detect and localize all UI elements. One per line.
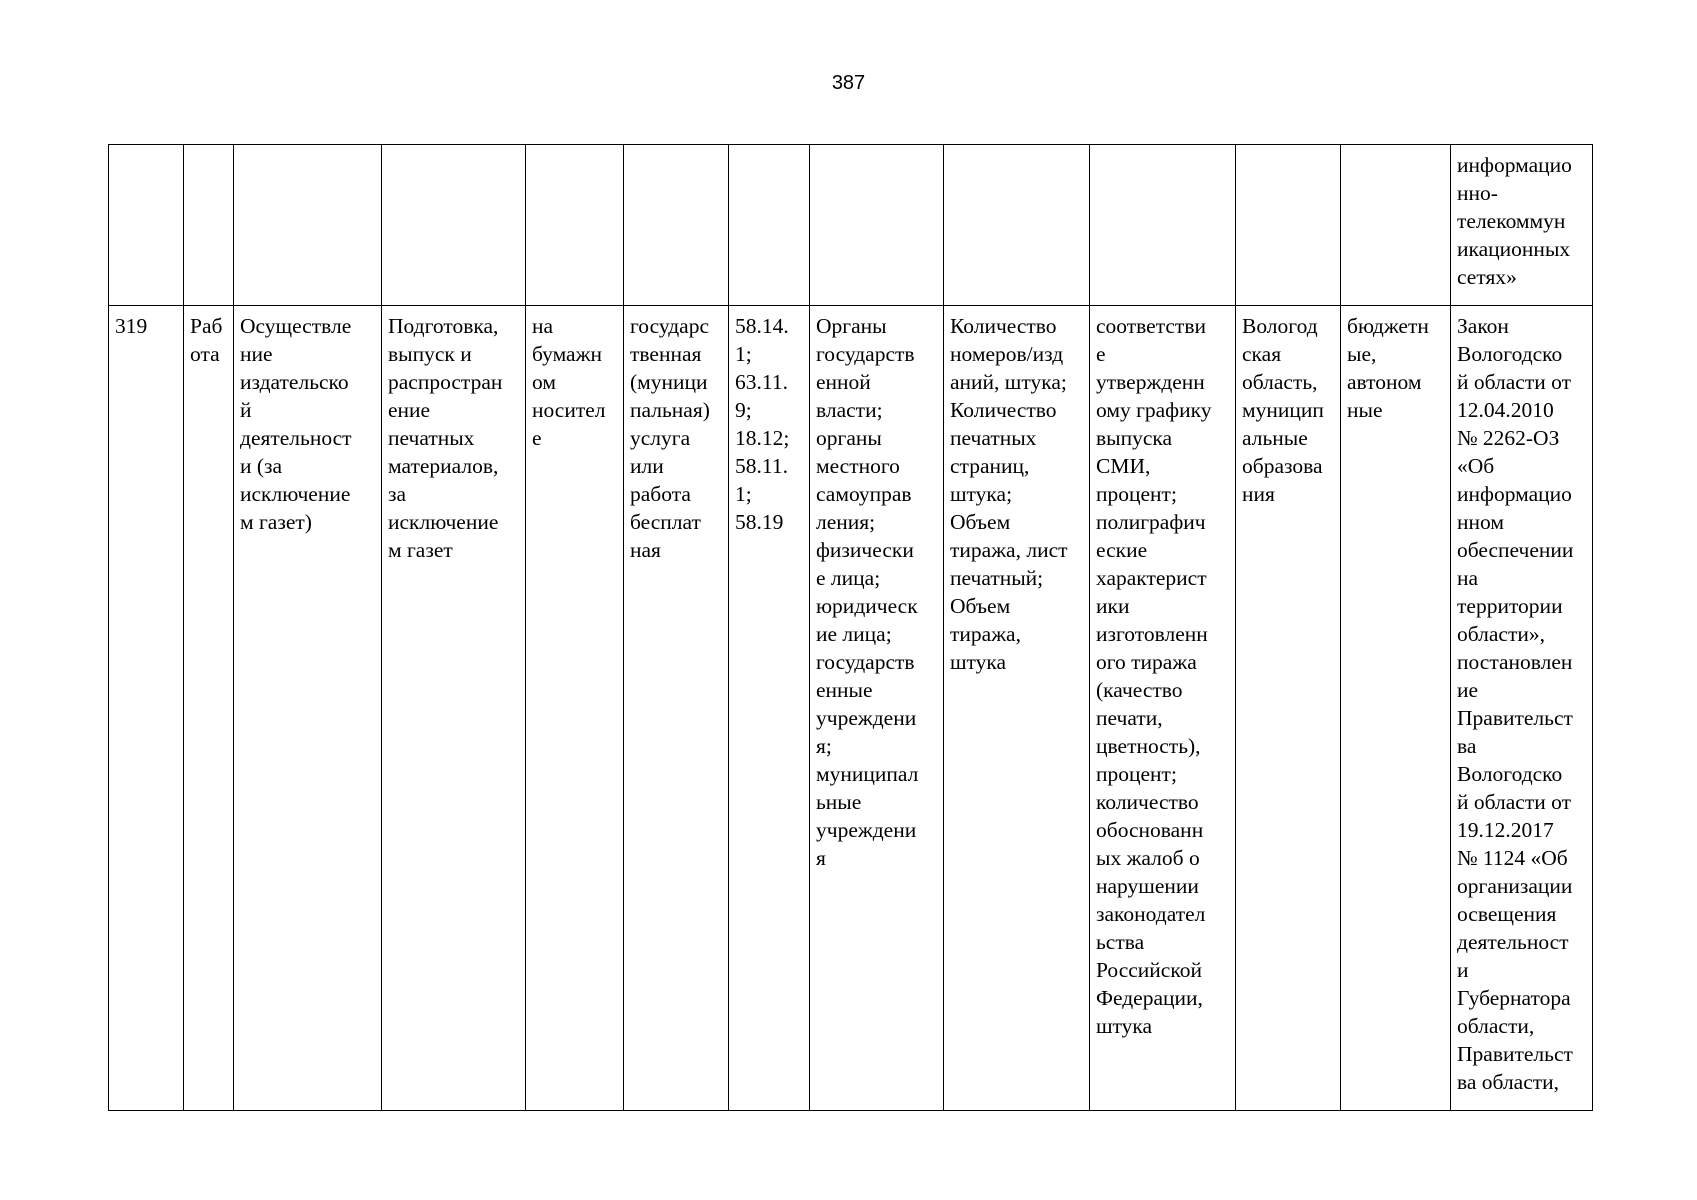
cell-institution-type (1341, 145, 1451, 306)
cell-form: на бумажн ом носител е (526, 306, 624, 1111)
cell-volume-indicators: Количество номеров/изд аний, штука; Количество печатных страниц, штука; Объем тиража, лист печатный; Объем тиража, штука (944, 306, 1090, 1111)
cell-activity: Осуществле ние издательско й деятельност и (за исключение м газет) (234, 306, 382, 1111)
page-number: 387 (831, 72, 866, 94)
cell-type: Раб ота (184, 306, 234, 1111)
cell-quality-indicators: соответстви е утвержденн ому графику выпуска СМИ, процент; полиграфич еские характерист ики изготовленн ого тиража (качество печати, цветность), процент; количество обоснованн ых жалоб о нарушении законодател ьства Российской Федерации, штука (1090, 306, 1236, 1111)
cell-founders: Вологод ская область, муницип альные образова ния (1236, 306, 1341, 1111)
cell-type (184, 145, 234, 306)
cell-consumers: Органы государств енной власти; органы местного самоуправ ления; физически е лица; юридическ ие лица; государств енные учреждени я; муниципал ьные учреждени я (810, 306, 944, 1111)
cell-kind: государс твенная (муници пальная) услуга или работа бесплат ная (624, 306, 729, 1111)
cell-consumers (810, 145, 944, 306)
cell-content: Подготовка, выпуск и распростран ение печатных материалов, за исключение м газет (382, 306, 526, 1111)
cell-legal-basis: информацио нно- телекоммун икационных сетях» (1451, 145, 1593, 306)
cell-quality-indicators (1090, 145, 1236, 306)
cell-founders (1236, 145, 1341, 306)
cell-activity (234, 145, 382, 306)
cell-okved: 58.14. 1; 63.11. 9; 18.12; 58.11. 1; 58.19 (729, 306, 810, 1111)
table-row (109, 145, 1593, 306)
cell-number (109, 145, 184, 306)
cell-form (526, 145, 624, 306)
cell-content (382, 145, 526, 306)
cell-institution-type: бюджетн ые, автоном ные (1341, 306, 1451, 1111)
cell-volume-indicators (944, 145, 1090, 306)
table-row (109, 306, 1593, 1111)
cell-number: 319 (109, 306, 184, 1111)
cell-legal-basis: Закон Вологодско й области от 12.04.2010 № 2262-ОЗ «Об информацио нном обеспечении на территории области», постановлен ие Правительст ва Вологодско й области от 19.12.2017 № 1124 «Об организации освещения деятельност и Губернатора области, Правительст ва области, (1451, 306, 1593, 1111)
services-table (108, 144, 1593, 1111)
cell-okved (729, 145, 810, 306)
cell-kind (624, 145, 729, 306)
